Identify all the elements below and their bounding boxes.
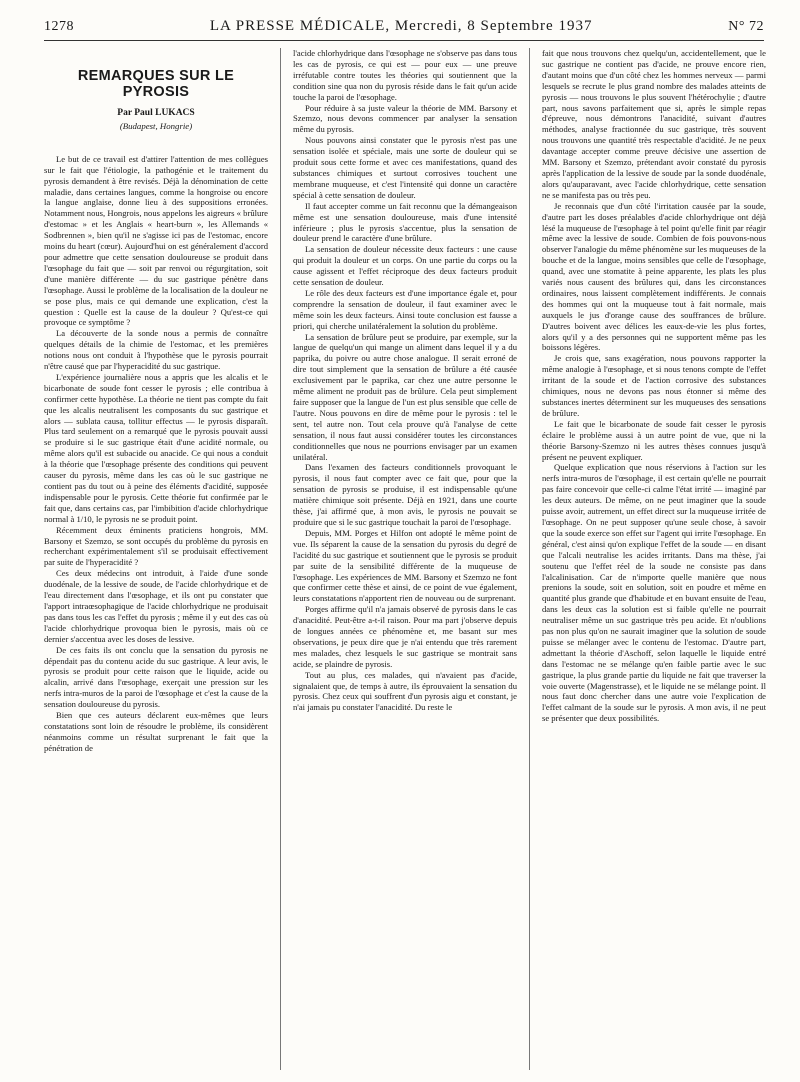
paragraph: Le fait que le bicarbonate de soude fait cesser le pyrosis éclaire le problème aussi à un autre point de vue, que ni la théorie Barsony-Szemzo ni les autres thèses connues jusqu'à présent ne peuvent expliquer. <box>542 418 766 462</box>
column-divider <box>529 48 530 1070</box>
paragraph: La sensation de brûlure peut se produire, par exemple, sur la langue de quelqu'un qui mange un aliment dans lequel il y a du paprika, du poivre ou autre chose analogue. Il serait erroné de dire tout simplement que la sensation de brûlure a été causée exclusivement par le paprika, car chez une autre personne le même aliment ne produit pas de brûlure. Cela peut simplement faire supposer que la langue de l'un est plus sensible que celle de l'autre. Nous pouvons en dire de même pour le pyrosis : tel le sent, tel autre non. Tout cela prouve qu'à l'analyse de cette sensation, il nous faut aussi considérer toutes les circonstances conditionnelles que nous ne pourrions envisager par un examen unilatéral. <box>293 331 517 462</box>
paragraph: Dans l'examen des facteurs conditionnels provoquant le pyrosis, il nous faut compter avec ce fait que, pour que la sensation de pyrosis se produise, il est indispensable qu'une matière chimique soit présente. Déjà en 1921, dans une courte thèse, j'ai affirmé que, à mon avis, le pyrosis ne pouvait se produire que si le suc gastrique touchait la paroi de l'œsophage. <box>293 462 517 527</box>
paragraph: Tout au plus, ces malades, qui n'avaient pas d'acide, signalaient que, de temps à autre, ils éprouvaient la sensation du pyrosis. Chez ceux qui souffrent d'un pyrosis aigu et constant, je n'ai jamais pu constater l'anacidité. Du reste le <box>293 669 517 713</box>
paragraph: l'acide chlorhydrique dans l'œsophage ne s'observe pas dans tous les cas de pyrosis, ce qui est — pour eux — une preuve irréfutable contre toutes les théories qui soutiennent que la condition sine qua non du pyrosis réside dans le fait qu'un acide touche la paroi de l'œsophage. <box>293 48 517 102</box>
column-2 <box>293 48 517 1070</box>
article-author: Par Paul LUKACS <box>117 108 195 118</box>
paragraph: Ces deux médecins ont introduit, à l'aide d'une sonde duodénale, de la lessive de soude, de l'acide chlorhydrique et de l'eau directement dans l'œsophage, et ils ont pu constater que l'apport intraœsophagique de l'acide chlorhydrique ne produisait pas dans tous les cas l'effet du pyrosis ; même il y eut des cas où l'acide chlorhydrique provoqua bien le pyrosis, mais où ce dernier s'accentua avec les doses de lessive. <box>44 568 268 644</box>
paragraph: L'expérience journalière nous a appris que les alcalis et le bicarbonate de soude font cesser le pyrosis ; elle contribua à confirmer cette hypothèse. La théorie ne tient pas compte du fait que les alcalis neutralisent les composants du suc gastrique et alors — sublata causa, tollitur effectus — le pyrosis disparaît. Plus tard seulement on a remarqué que le pyrosis pouvait aussi se produire si le suc gastrique était d'une acidité normale, ou même alors qu'il est subacide ou anacide. Ce qui nous a conduit à la théorie que l'œsophage présente des conditions qui peuvent causer du pyrosis, même dans les cas où le suc gastrique ne contient pas du tout ou à peine des éléments d'acidité, supposée indispensable pour le pyrosis. Cette théorie fut confirmée par le fait que, dans certains cas, par l'imbibition d'acide chlorhydrique normal à 1/10, le pyrosis ne se produit point. <box>44 371 268 524</box>
page-number: 1278 <box>44 19 74 34</box>
paragraph: Nous pouvons ainsi constater que le pyrosis n'est pas une sensation isolée et spéciale, mais une sorte de douleur qui se produit sous cette forme et avec ces manifestations, quand des substances chimiques et surtout corrosives touchent une membrane muqueuse, et c'est l'intensité qui donne un caractère spécial à cette sensation de douleur. <box>293 135 517 200</box>
issue-date: Mercredi, 8 Septembre 1937 <box>394 18 593 34</box>
paragraph: La sensation de douleur nécessite deux facteurs : une cause qui produit la douleur et un corps. On une partie du corps ou la cause agissent et l'effet réciproque des deux facteurs produit cette sensation de douleur. <box>293 244 517 288</box>
column-divider <box>280 48 281 1070</box>
article-title: REMARQUES SUR LE PYROSIS <box>77 68 235 100</box>
paragraph: Porges affirme qu'il n'a jamais observé de pyrosis dans le cas d'anacidité. Peut-être a-t-il raison. Pour ma part j'observe depuis de longues années ce phénomène et, me basant sur mes observations, je peux dire que je n'ai entendu que très rarement mes malades, chez lesquels le suc gastrique se montrait sans acide, se plaindre de pyrosis. <box>293 604 517 669</box>
paragraph: Quelque explication que nous réservions à l'action sur les nerfs intra-muros de l'œsophage, il est certain qu'elle ne pourrait pas faire concevoir que celle-ci calme l'état irrité — imaginé par les deux auteurs. De même, on ne peut imaginer que la soude puisse avoir, autrement, un effet direct sur la muqueuse irritée de l'œsophage. On ne peut supposer qu'une seule chose, à savoir que la soude exerce son effet sur l'agent qui irrite l'œsophage. En général, c'est ainsi qu'on explique l'effet de la soude — en disant que l'alcali neutralise les acides irritants. Dans ma thèse, j'ai soutenu que l'effet réel de la soude ne consiste pas dans l'alcalinisation. Car de n'importe quelle manière que nous prenions la soude, soit en solution, soit en poudre et même en quantité plus grande que d'habitude et en buvant ensuite de l'eau, dans les deux cas la solution est si faible qu'elle ne pourrait neutraliser même un suc gastrique très peu acide. Et n'oublions pas non plus qu'on ne saurait imaginer que la solution de soude puisse se mélanger avec le contenu de l'estomac. D'autre part, admettant la théorie d'Aschoff, selon laquelle le liquide entré dans l'estomac ne se mélange qu'en faible partie avec le suc gastrique, la plus grande partie du liquide ne fait que traverser la voie ouverte (Magenstrasse), et le liquide ne se mélange point. Il nous faut donc chercher dans une autre voie l'explication de l'effet calmant de la soude sur le pyrosis. A mon avis, il ne peut se présenter que deux possibilités. <box>542 462 766 724</box>
article-affiliation: (Budapest, Hongrie) <box>119 120 193 131</box>
column-1 <box>44 48 268 1070</box>
journal-header <box>210 18 593 35</box>
issue-number: N° 72 <box>728 19 764 34</box>
paragraph: Récemment deux éminents praticiens hongrois, MM. Barsony et Szemzo, se sont occupés du problème du pyrosis en recherchant expérimentalement s'il se produisait effectivement par suite de l'hyperacidité ? <box>44 524 268 568</box>
journal-title: LA PRESSE MÉDICALE, <box>209 18 391 34</box>
paragraph: Pour réduire à sa juste valeur la théorie de MM. Barsony et Szemzo, nous devons commencer par analyser la sensation même du pyrosis. <box>293 102 517 135</box>
paragraph: Je crois que, sans exagération, nous pouvons rapporter la même analogie à l'œsophage, et si nous tenons compte de l'effet irritant de la soude et de l'action corrosive des substances chimiques, nous ne devons pas nous étonner si même des substances inertes déterminent sur les muqueuses des sensations de brûlure. <box>542 353 766 418</box>
paragraph: Depuis, MM. Porges et Hilfon ont adopté le même point de vue. Ils séparent la cause de la sensation du pyrosis du degré de l'acidité du suc gastrique et soutiennent que le pyrosis se produit par suite de la sensibilité différente de la muqueuse de l'œsophage. Les expériences de MM. Barsony et Szemzo ne font que confirmer cette thèse et ainsi, de ce point de vue également, leurs constatations n'apportent rien de nouveau ou de surprenant. <box>293 527 517 604</box>
paragraph: Bien que ces auteurs déclarent eux-mêmes que leurs constatations sont loin de résoudre le problème, ils considèrent néanmoins comme un résultat surprenant le fait que la pénétration de <box>44 710 268 753</box>
page-header <box>44 18 764 41</box>
paragraph: Le rôle des deux facteurs est d'une importance égale et, pour comprendre la sensation de douleur, il faut examiner avec le même soin les deux facteurs. Ainsi toute conclusion est fausse a priori, qui cherche unilatéralement la solution du problème. <box>293 287 517 331</box>
paragraph: La découverte de la sonde nous a permis de connaître quelques détails de la chimie de l'estomac, et les premières notions nous ont conduit à l'hypothèse que le pyrosis pourrait n'être causé que par l'hyperacidité du suc gastrique. <box>44 328 268 372</box>
paragraph: De ces faits ils ont conclu que la sensation du pyrosis ne dépendait pas du contenu acide du suc gastrique. A leur avis, le pyrosis se produit pour cette raison que le liquide, acide ou alcalin, arrivé dans l'œsophage, exerçait une pression sur les nerfs intra-muros de la paroi de l'œsophage et c'est la cause de la sensation douloureuse du pyrosis. <box>44 644 268 710</box>
paragraph: Le but de ce travail est d'attirer l'attention de mes collègues sur le fait que l'étiologie, la pathogénie et le traitement du pyrosis demandent à être revisés. Déjà la dénomination de cette maladie, dans certaines langues, comme la hongroise ou encore la langue anglaise, donne lieu à des suppositions erronées. Notamment nous, Hongrois, nous appelons les aigreurs « brûlure d'estomac » et les Anglais « heart-burn », les Allemands « Sodbrennen », bien qu'il ne s'agisse ici pas de l'estomac, encore moins du heart (cœur). Aujourd'hui on est généralement d'accord pour admettre que cette sensation douloureuse se produit dans l'œsophage du fait que — soit par renvoi ou régurgitation, soit d'une manière différente — du suc gastrique pénètre dans l'œsophage. Aussi le problème de la localisation de la douleur ne se pose plus, mais ce qui demande une explication, c'est la question : Quelle est la cause de la douleur ? Qu'est-ce qui provoque ce symptôme ? <box>44 153 268 328</box>
paragraph: Il faut accepter comme un fait reconnu que la démangeaison même est une sensation douloureuse, mais d'une intensité inférieure ; plus le pyrosis s'accentue, plus la sensation de douleur prend le caractère d'une brûlure. <box>293 200 517 244</box>
article-columns <box>44 48 766 1070</box>
column-3 <box>542 48 766 1070</box>
paragraph: Je reconnais que d'un côté l'irritation causée par la soude, d'autre part les doses préalables d'acide chlorhydrique ont déjà lésé la muqueuse de l'œsophage à tel point qu'elle finit par réagir même avec la lessive de soude. Combien de fois pouvons-nous observer l'analogie du même phénomène sur les muqueuses de la bouche et de la langue, moins sensibles que celle de l'œsophage, quand, avec une stomatite à peine apparente, les plats les plus variés nous causent des brûlures qui, dans les circonstances ordinaires, nous laissent complètement indifférents. Je connais des hommes qui ont la muqueuse tout à fait normale, mais auxquels le jus d'orange cause des souffrances de brûlure. D'autres boivent avec délices les eaux-de-vie les plus fortes, alors qu'il y a des personnes qui ne supportent même pas les boissons légères. <box>542 200 766 353</box>
paragraph: fait que nous trouvons chez quelqu'un, accidentellement, que le suc gastrique ne contient pas d'acide, ne prouve encore rien, d'autant moins que d'un côté chez les hommes nerveux — parmi lesquels se recrute le plus grand nombre des malades atteints de pyrosis — nous trouvons le plus souvent l'hétérochylie ; d'autre part, nous savons parfaitement que si, après le simple repas d'épreuve, nous démontrons l'anacidité, suivant d'autres méthodes, analyse fractionnée du suc gastrique, très souvent nous trouvons une quantité très respectable d'acidité. Je ne peux davantage accepter comme preuve décisive une assertion de MM. Barsony et Szemzo, prétendant avoir constaté du pyrosis après l'application de la lessive de soude par la sonde duodénale, alors qu'auparavant, avec l'acide chlorhydrique, cette sensation ne se manifesta pas ou très peu. <box>542 48 766 200</box>
